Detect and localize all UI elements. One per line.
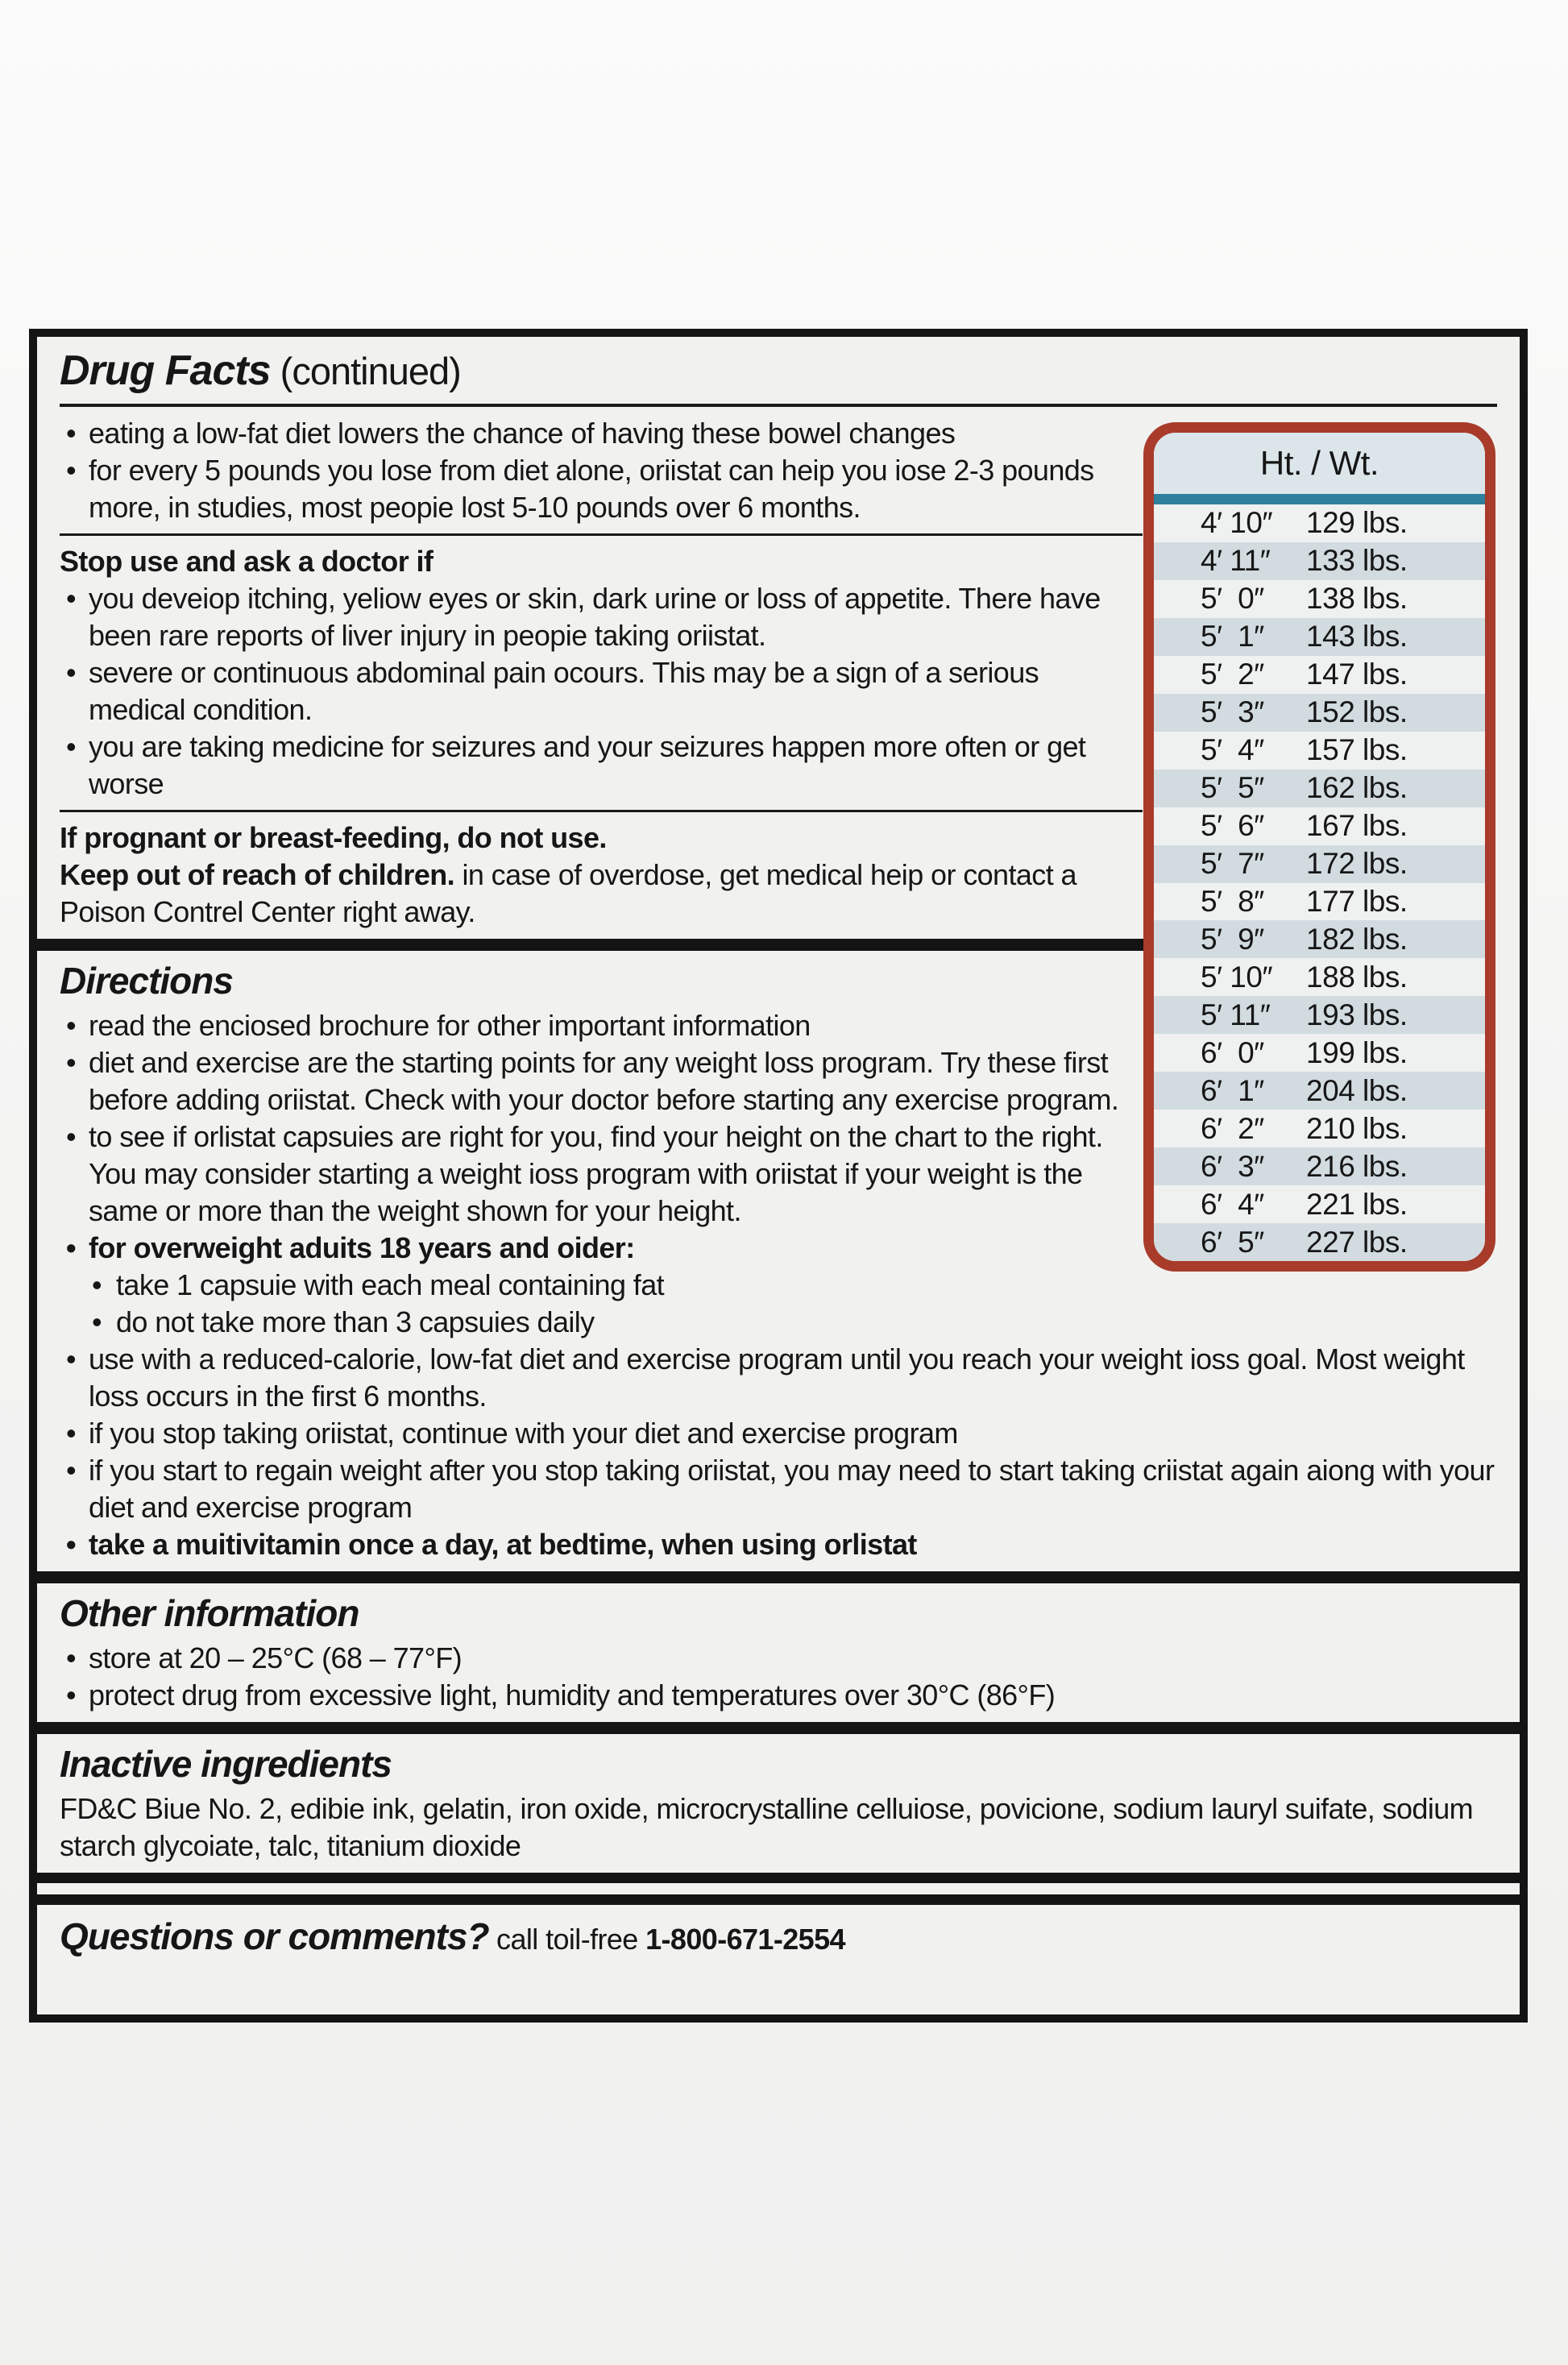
height-cell: 5′ 2″	[1201, 658, 1264, 691]
bullet-item: • protect drug from excessive light, humidity and temperatures over 30°C (86°F)	[60, 1677, 1497, 1714]
stop-use-heading: Stop use and ask a doctor if	[60, 545, 433, 578]
bullet-item: • for every 5 pounds you lose from diet alone, oriistat can heip you iose 2-3 pounds more, in studies, most peopie lost 5-10 pounds over 6 months.	[60, 452, 1497, 526]
section-rule	[60, 810, 1143, 812]
height-cell: 4′ 10″	[1201, 506, 1273, 540]
weight-cell: 138 lbs.	[1306, 582, 1408, 616]
title-rule	[60, 404, 1497, 407]
bullet-item: • if you start to regain weight after you stop taking oriistat, you may need to start taking criistat again aiong with your diet and exercise program	[60, 1452, 1497, 1526]
table-row	[1154, 770, 1485, 807]
table-row	[1154, 504, 1485, 542]
bullet-item: • you are taking medicine for seizures and your seizures happen more often or get worse	[60, 728, 1497, 803]
weight-cell: 177 lbs.	[1306, 885, 1408, 918]
weight-cell: 199 lbs.	[1306, 1035, 1408, 1069]
table-row	[1154, 1223, 1485, 1261]
other-information-heading: Other information	[60, 1592, 359, 1634]
table-row	[1154, 807, 1485, 845]
height-cell: 6′ 1″	[1201, 1073, 1264, 1107]
height-cell: 5′ 8″	[1201, 885, 1264, 918]
table-row	[1154, 958, 1485, 996]
section-separator	[37, 939, 1152, 951]
weight-cell: 147 lbs.	[1306, 658, 1408, 691]
weight-cell: 227 lbs.	[1306, 1225, 1408, 1259]
bullet-item: • severe or continuous abdominal pain ocours. This may be a sign of a serious medical condition.	[60, 654, 1497, 728]
drug-facts-title-suffix: (continued)	[270, 350, 461, 392]
sub-bullet-item: • take 1 capsuie with each meal containing fat	[87, 1267, 1497, 1304]
bullet-item: • use with a reduced-calorie, low-fat diet and exercise program until you reach your weight ioss goal. Most weight loss occurs in the first 6 months.	[60, 1341, 1497, 1415]
height-cell: 5′ 11″	[1201, 998, 1271, 1031]
height-cell: 5′ 5″	[1201, 771, 1264, 805]
height-weight-table	[1143, 422, 1495, 1272]
table-row	[1154, 1185, 1485, 1223]
table-row	[1154, 1034, 1485, 1072]
weight-cell: 129 lbs.	[1306, 506, 1408, 540]
height-weight-rows	[1154, 504, 1485, 1261]
height-cell: 6′ 5″	[1201, 1225, 1264, 1259]
bullet-item: • diet and exercise are the starting points for any weight loss program. Try these first before adding oriistat. Check with your doctor before starting any exercise program.	[60, 1044, 1497, 1118]
weight-cell: 188 lbs.	[1306, 960, 1408, 994]
section-separator	[37, 1722, 1520, 1734]
weight-cell: 157 lbs.	[1306, 733, 1408, 767]
table-row	[1154, 1072, 1485, 1110]
weight-cell: 143 lbs.	[1306, 620, 1408, 653]
pregnant-warning: If prognant or breast-feeding, do not use.	[60, 821, 607, 854]
height-cell: 5′ 10″	[1201, 960, 1273, 994]
bullet-item: • eating a low-fat diet lowers the chance of having these bowel changes	[60, 415, 1497, 452]
directions-heading: Directions	[60, 960, 233, 1002]
weight-cell: 210 lbs.	[1306, 1111, 1408, 1145]
table-row	[1154, 732, 1485, 770]
questions-phone: 1-800-671-2554	[645, 1923, 845, 1956]
table-row	[1154, 542, 1485, 580]
weight-cell: 221 lbs.	[1306, 1187, 1408, 1221]
inactive-ingredients-heading: Inactive ingredients	[60, 1743, 392, 1785]
bullet-item: • if you stop taking oriistat, continue with your diet and exercise program	[60, 1415, 1497, 1452]
weight-cell: 133 lbs.	[1306, 544, 1408, 578]
table-row	[1154, 1147, 1485, 1185]
questions-section	[60, 1911, 1497, 1968]
bullet-item: • take a muitivitamin once a day, at bedtime, when using orlistat	[60, 1526, 1497, 1563]
height-cell: 5′ 7″	[1201, 847, 1264, 881]
bullet-item: • for overweight aduits 18 years and oider:	[60, 1230, 1497, 1267]
bullet-item: • you deveiop itching, yeliow eyes or skin, dark urine or loss of appetite. There have been rare reports of liver injury in peopie taking oriistat.	[60, 580, 1497, 654]
table-row	[1154, 845, 1485, 883]
height-cell: 6′ 4″	[1201, 1187, 1264, 1221]
height-cell: 5′ 4″	[1201, 733, 1264, 767]
questions-call-text: call toil-free	[488, 1923, 646, 1956]
table-header-divider-bar	[1154, 494, 1485, 504]
weight-cell: 204 lbs.	[1306, 1073, 1408, 1107]
table-row	[1154, 580, 1485, 618]
bullet-item: • to see if orlistat capsuies are right for you, find your height on the chart to the right. You may consider starting a weight ioss program with oriistat if your weight is the same or more than the weight shown for your height.	[60, 1118, 1497, 1230]
bullet-item: • read the enciosed brochure for other important information	[60, 1007, 1497, 1044]
height-cell: 5′ 1″	[1201, 620, 1264, 653]
keep-out-bold: Keep out of reach of children.	[60, 858, 455, 891]
section-separator-double	[37, 1873, 1520, 1905]
height-weight-table-header: Ht. / Wt.	[1154, 433, 1485, 494]
height-cell: 6′ 2″	[1201, 1111, 1264, 1145]
page-title	[60, 345, 1497, 397]
weight-cell: 167 lbs.	[1306, 809, 1408, 843]
height-cell: 6′ 0″	[1201, 1035, 1264, 1069]
questions-heading: Questions or comments?	[60, 1915, 489, 1957]
table-row	[1154, 996, 1485, 1034]
inactive-ingredients-text: FD&C Biue No. 2, edibie ink, gelatin, iron oxide, microcrystalline celluiose, povicione, sodium lauryl suifate, sodium starch glycoiate, talc, titanium dioxide	[60, 1792, 1474, 1862]
section-rule	[60, 533, 1143, 536]
table-row	[1154, 920, 1485, 958]
weight-cell: 216 lbs.	[1306, 1149, 1408, 1183]
drug-facts-title: Drug Facts	[60, 347, 271, 394]
inactive-ingredients-section	[60, 1741, 1497, 1865]
weight-cell: 193 lbs.	[1306, 998, 1408, 1031]
table-row	[1154, 883, 1485, 921]
table-row	[1154, 618, 1485, 656]
weight-cell: 182 lbs.	[1306, 922, 1408, 956]
height-cell: 6′ 3″	[1201, 1149, 1264, 1183]
table-row	[1154, 694, 1485, 732]
bullet-item: • store at 20 – 25°C (68 – 77°F)	[60, 1640, 1497, 1677]
other-information-section	[60, 1590, 1497, 1714]
height-cell: 5′ 0″	[1201, 582, 1264, 616]
table-row	[1154, 656, 1485, 694]
weight-cell: 172 lbs.	[1306, 847, 1408, 881]
section-separator	[37, 1571, 1520, 1583]
weight-cell: 152 lbs.	[1306, 695, 1408, 729]
height-cell: 4′ 11″	[1201, 544, 1271, 578]
table-row	[1154, 1110, 1485, 1147]
drug-facts-title-block	[60, 337, 1497, 407]
sub-bullet-item: • do not take more than 3 capsuies daily	[87, 1304, 1497, 1341]
drug-facts-label	[29, 329, 1528, 2023]
height-cell: 5′ 9″	[1201, 922, 1264, 956]
height-cell: 5′ 6″	[1201, 809, 1264, 843]
keep-out-rest: in case of overdose, get medical heip or contact a Poison Contrel Center right away.	[60, 858, 1076, 928]
weight-cell: 162 lbs.	[1306, 771, 1408, 805]
height-cell: 5′ 3″	[1201, 695, 1264, 729]
